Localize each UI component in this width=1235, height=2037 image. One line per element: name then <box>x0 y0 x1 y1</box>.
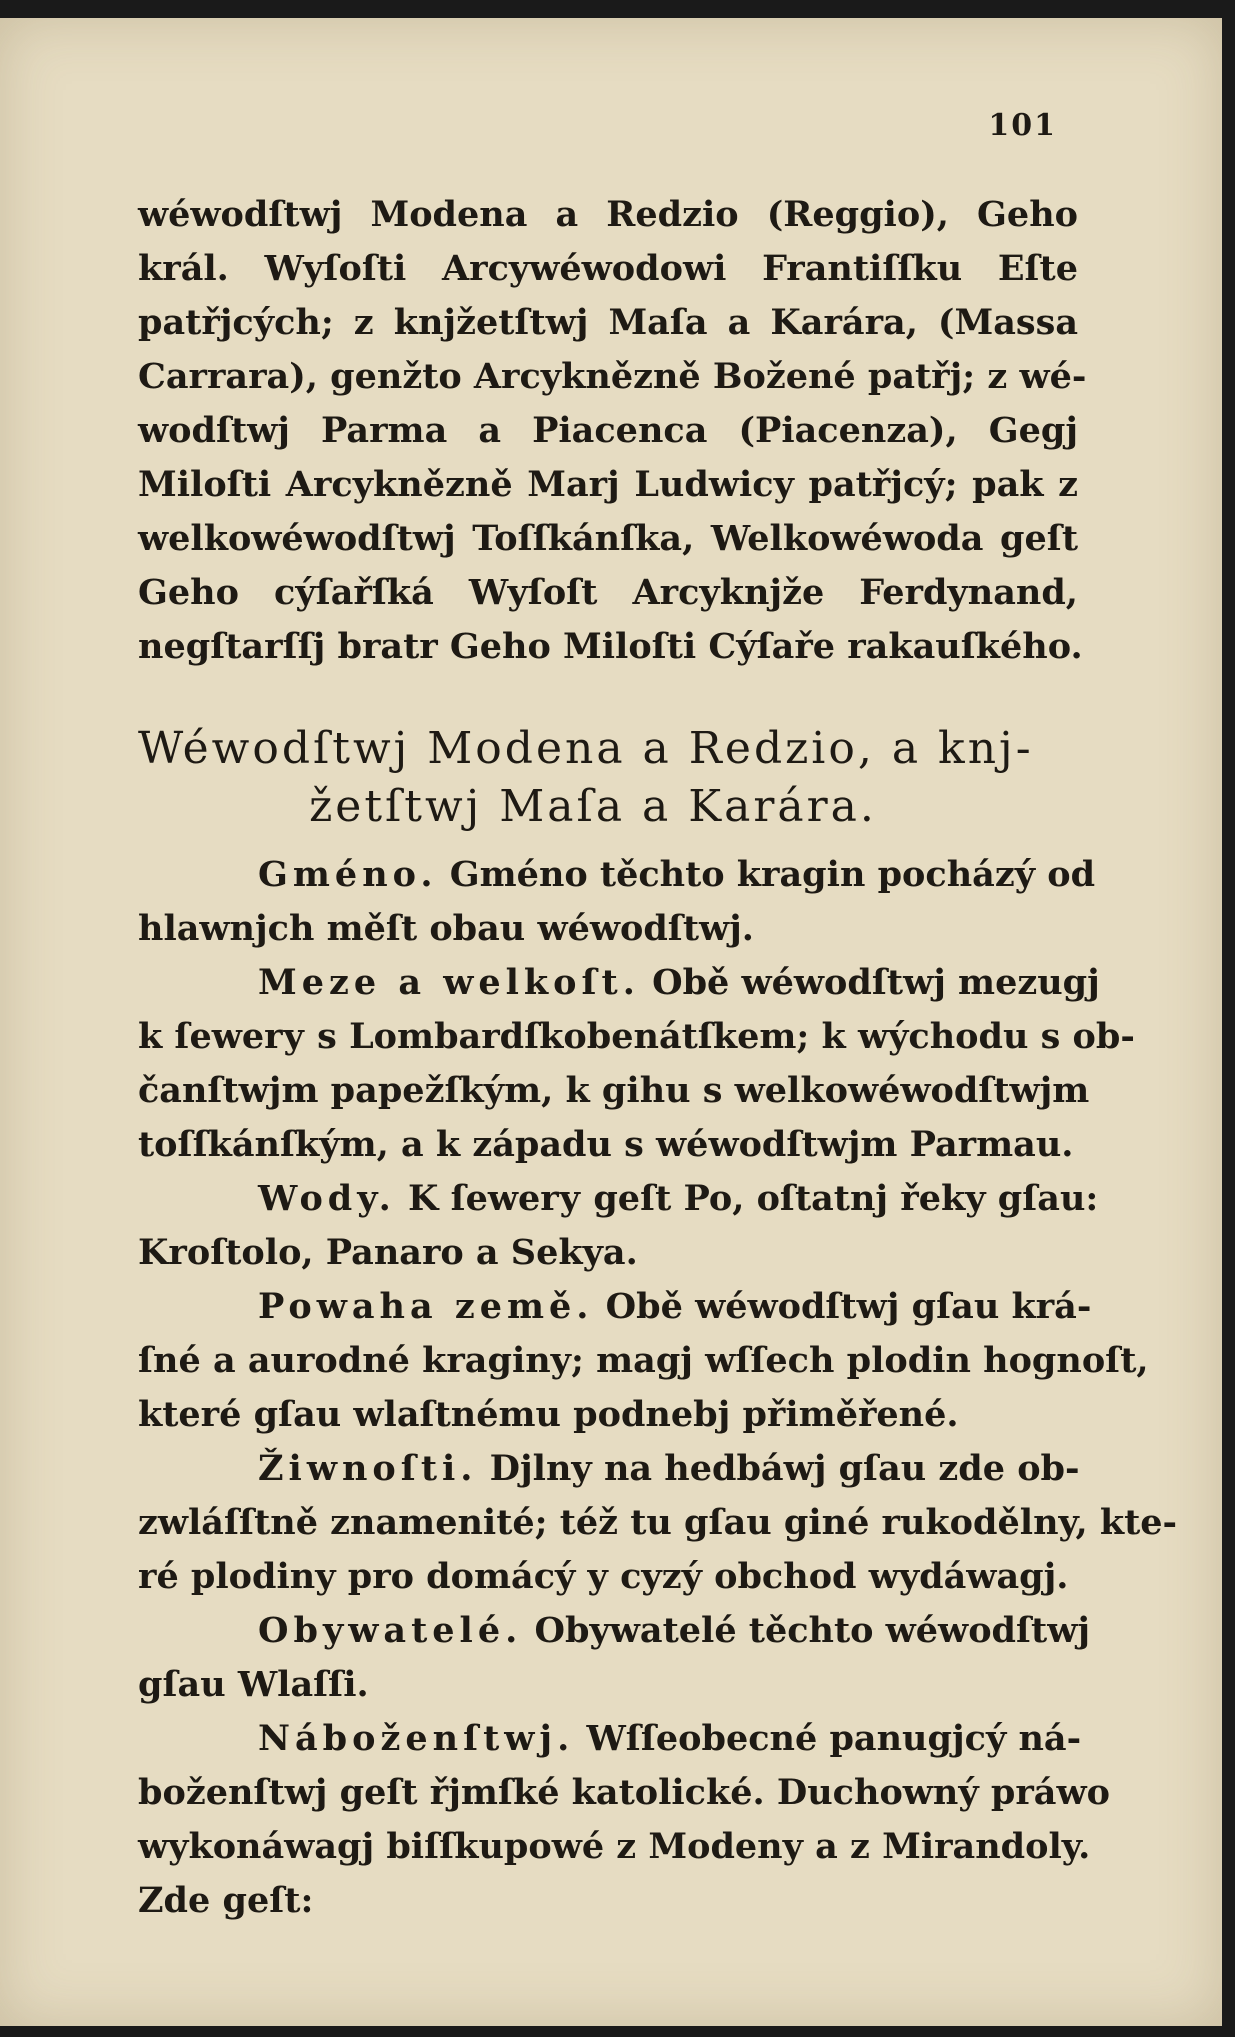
text-line: ré plodiny pro domácý y cyzý obchod wydáwagj. <box>138 1556 1069 1597</box>
section-religion <box>138 1712 1110 1928</box>
section-lead: Náboženſtwj. <box>258 1718 575 1759</box>
section-inhabitants <box>138 1604 1091 1712</box>
text-line: hlawnjch měſt obau wéwodſtwj. <box>138 908 754 949</box>
text-line: Meze a welkoſt. Obě wéwodſtwj mezugj <box>258 962 1100 1003</box>
page-number: 101 <box>988 108 1057 143</box>
heading-line: žetſtwj Maſa a Karára. <box>309 781 877 832</box>
text-line: Miloſti Arcyknězně Marj Ludwicy patřjcý; pak z <box>138 464 1078 505</box>
text-line: zwláſſtně znamenité; též tu gſau giné rukodělny, kte- <box>138 1502 1178 1543</box>
text-line: toſſkánſkým, a k západu s wéwodſtwjm Parmau. <box>138 1124 1074 1165</box>
text-line: negſtarſſj bratr Geho Miloſti Cýſaře rakauſkého. <box>138 626 1083 667</box>
text-line: Powaha země. Obě wéwodſtwj gſau krá- <box>258 1286 1092 1327</box>
text-line: které gſau wlaſtnému podnebj přiměřené. <box>138 1394 959 1435</box>
section-lead: Žiwnoſti. <box>258 1448 478 1489</box>
text-line: ſné a aurodné kraginy; magj wſſech plodin hognoſt, <box>138 1340 1149 1381</box>
text-line: čanſtwjm papežſkým, k gihu s welkowéwodſtwjm <box>138 1070 1090 1111</box>
section-lead: Powaha země. <box>258 1286 594 1327</box>
section-lead: Obywatelé. <box>258 1610 523 1651</box>
text-line: k ſewerу s Lombardſkobenátſkem; k wýchodu s ob- <box>138 1016 1135 1057</box>
text-line: welkowéwodſtwj Toſſkánſka, Welkowéwoda geſt <box>138 518 1078 559</box>
section-land <box>138 1280 1149 1442</box>
page-text <box>138 188 1178 1928</box>
intro-paragraph <box>138 188 1087 674</box>
text-line: Náboženſtwj. Wſſeobecné panugjcý ná- <box>258 1718 1082 1759</box>
text-line: gſau Wlaſſi. <box>138 1664 369 1705</box>
section-borders <box>138 956 1135 1172</box>
text-line: wodſtwj Parma a Piacenca (Piacenza), Gegj <box>138 410 1078 451</box>
section-lead: Gméno. <box>258 854 438 895</box>
text-line: wykonáwagj biſſkupowé z Modeny a z Mirandoly. <box>138 1826 1091 1867</box>
text-line: patřjcých; z knjžetſtwj Maſa a Karára, (Massa <box>138 302 1078 343</box>
section-waters <box>138 1172 1099 1280</box>
text-line: Obywatelé. Obywatelé těchto wéwodſtwj <box>258 1610 1091 1651</box>
section-heading <box>138 720 1078 836</box>
text-line: Geho cýſařſká Wyſoſt Arcyknjže Ferdynand, <box>138 572 1078 613</box>
section-lead: Meze a welkoſt. <box>258 962 640 1003</box>
section-name <box>138 848 1096 956</box>
text-line: král. Wyſoſti Arcywéwodowi Frantiſſku Eſte <box>138 248 1078 289</box>
text-line: boženſtwj geſt řjmſké katolické. Duchowný práwo <box>138 1772 1110 1813</box>
text-line: Carrara), genžto Arcyknězně Božené patřj; z wé- <box>138 356 1087 397</box>
text-line: Kroſtolo, Panaro a Sekya. <box>138 1232 638 1273</box>
text-line: Žiwnoſti. Djlny na hedbáwj gſau zde ob- <box>258 1448 1080 1489</box>
text-line: wéwodſtwj Modena a Redzio (Reggio), Geho <box>138 194 1078 235</box>
heading-line: Wéwodſtwj Modena a Redzio, a knj- <box>138 723 1034 774</box>
section-lead: Wody. <box>258 1178 396 1219</box>
text-line: Zde geſt: <box>138 1880 314 1921</box>
text-line: Wody. K ſewerу geſt Po, oſtatnj řeky gſau: <box>258 1178 1099 1219</box>
book-page <box>0 18 1222 2026</box>
text-line: Gméno. Gméno těchto kragin pocházý od <box>258 854 1096 895</box>
section-trades <box>138 1442 1178 1604</box>
